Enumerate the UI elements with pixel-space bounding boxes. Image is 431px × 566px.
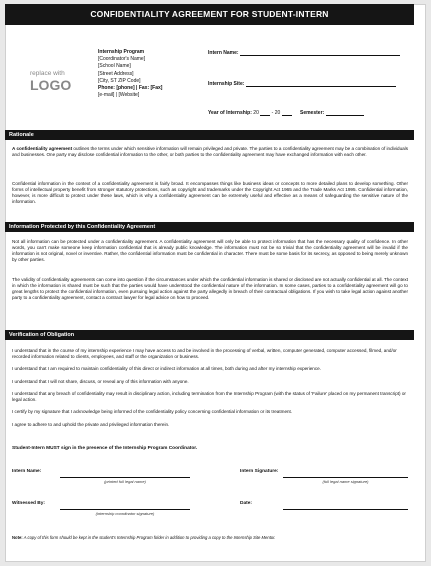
program-web: [e-mail] | [Website]	[98, 92, 140, 99]
sig-date-line[interactable]	[283, 509, 408, 510]
sig-witnessed-line[interactable]	[60, 509, 190, 510]
note-label: Note:	[12, 535, 23, 540]
verification-statement: I understand that in the course of my internship experience I may have access to and be involved in the processing of verbal, written, computer generated, computer accessed, filmed, and/or recorded information related to clients, employees, and staff or the organization or business.	[12, 348, 397, 359]
logo-placeholder	[30, 70, 90, 92]
verification-statement: I understand that any breach of confidentiality may result in disciplinary action, including termination from the Internship Program (with the status of 'Failure' placed on my permanent transcript) or legal action.	[12, 391, 406, 402]
verification-statement: I understand that I will not share, discuss, or reveal any of this information with anyone.	[12, 379, 189, 384]
verification-statement: I certify by my signature that I acknowledge being informed of the confidentiality policy concerning confidential information or its treatment.	[12, 409, 293, 414]
program-line: [Street Address]	[98, 70, 134, 77]
intern-name-line[interactable]	[240, 50, 400, 56]
paragraph	[12, 146, 408, 158]
sig-intern-signature-hint: (full legal name signature)	[322, 479, 369, 484]
paragraph-lead: A confidentiality agreement	[12, 146, 73, 151]
sig-date-label: Date:	[240, 501, 252, 506]
section-heading-rationale: Rationale	[5, 130, 414, 140]
paragraph: Not all information can be protected under a confidentiality agreement. A confidentiality agreement will only be able to protect information that has the necessary quality of confidence. In other words, you can't make someone keep information confidential that is already public knowledge. The information must not be so trivial that the confidentiality agreement will be invalid if the information is not original, novel or inventive. Rather, the confidential information must be confidential in character. There must be some basis for its secrecy, as opposed to being merely unknown by other parties.	[12, 239, 408, 262]
year-dash: - 20	[271, 110, 281, 116]
semester-label: Semester:	[300, 110, 325, 116]
program-line: [City, ST ZIP Code]	[98, 77, 141, 84]
year-start-line[interactable]	[260, 110, 270, 116]
year-field[interactable]	[208, 110, 364, 116]
intern-name-label: Intern Name:	[208, 50, 239, 56]
sig-witnessed-by-label: Witnessed By:	[12, 501, 46, 506]
footer-note	[12, 535, 408, 541]
program-line: [School Name]	[98, 63, 131, 70]
sig-intern-signature-label: Intern Signature:	[240, 469, 279, 474]
year-prefix: 20	[253, 110, 259, 116]
internship-site-line[interactable]	[246, 81, 396, 87]
section-heading-information-protected: Information Protected by this Confidentiality Agreement	[5, 222, 414, 232]
sig-intern-name-line[interactable]	[60, 477, 190, 478]
program-address-block	[98, 49, 162, 99]
sig-intern-signature-line[interactable]	[283, 477, 408, 478]
year-label: Year of Internship:	[208, 110, 252, 116]
verification-statement: I agree to adhere to and uphold the private and privileged information therein.	[12, 422, 170, 427]
program-line: [Coordinator's Name]	[98, 56, 146, 63]
verification-statement: I understand that I am required to maintain confidentiality of this direct or indirect information at all times, both during and after my internship experience.	[12, 366, 321, 371]
paragraph: Confidential information in the context of a confidentiality agreement is fairly broad. It encompasses things like business ideas or concepts to more detailed plans to develop something. Other forms of intellectual property benefit from stronger statutory protections, such as copyright and trademarks under the Copyright Act 1965 and the Trade Marks Act 1995. Confidential information, however, is more difficult to protect under these laws, which is why a confidentiality agreement can be extremely useful and effective as a means of safeguarding the sensitive nature of the information.	[12, 181, 408, 204]
signature-instruction: Student-Intern MUST sign in the presence of the Internship Program Coordinator.	[12, 446, 198, 451]
document-title: CONFIDENTIALITY AGREEMENT FOR STUDENT-INTERN	[5, 4, 414, 25]
paragraph-text: outlines the terms under which sensitive information will remain privileged and private. The parties to a confidentiality agreement may be a combination of individuals and businesses. One party may disclose confidential information to the other, or both parties to the confidentiality agreement may have exchanged information with each other.	[12, 146, 408, 157]
internship-site-label: Internship Site:	[208, 81, 245, 87]
note-text: A copy of this form should be kept in the student's Internship Program folder in addition to providing a copy to the Internship Site Mentor.	[22, 535, 276, 540]
sig-intern-name-hint: (printed full legal name)	[104, 479, 146, 484]
sig-intern-name-label: Intern Name:	[12, 469, 42, 474]
internship-site-field[interactable]	[208, 81, 396, 87]
logo-small-text: replace with	[30, 70, 65, 77]
semester-line[interactable]	[326, 110, 364, 116]
paragraph: The validity of confidentiality agreements can come into question if the circumstances under which the confidential information is shared or disclosed are not actually confidential at all. The context in which the information is shared must be such that the parties would have understood the confidential nature of the information. In some cases, parties to a confidentiality agreement will go to great lengths to protect the confidential information, even pursuing legal action against the party allegedly in breach of their contractual obligations. If you wish to take legal action against another party to a confidentiality agreement, contact a contract lawyer for legal advice on how to proceed.	[12, 277, 408, 300]
year-end-line[interactable]	[282, 110, 292, 116]
program-heading: Internship Program	[98, 49, 145, 55]
intern-name-field[interactable]	[208, 50, 400, 56]
logo-big-text: LOGO	[30, 77, 72, 93]
sig-witnessed-hint: (internship coordinator signature)	[95, 511, 155, 516]
program-contact: Phone: [phone] | Fax: [Fax]	[98, 85, 163, 92]
section-heading-verification: Verification of Obligation	[5, 330, 414, 340]
